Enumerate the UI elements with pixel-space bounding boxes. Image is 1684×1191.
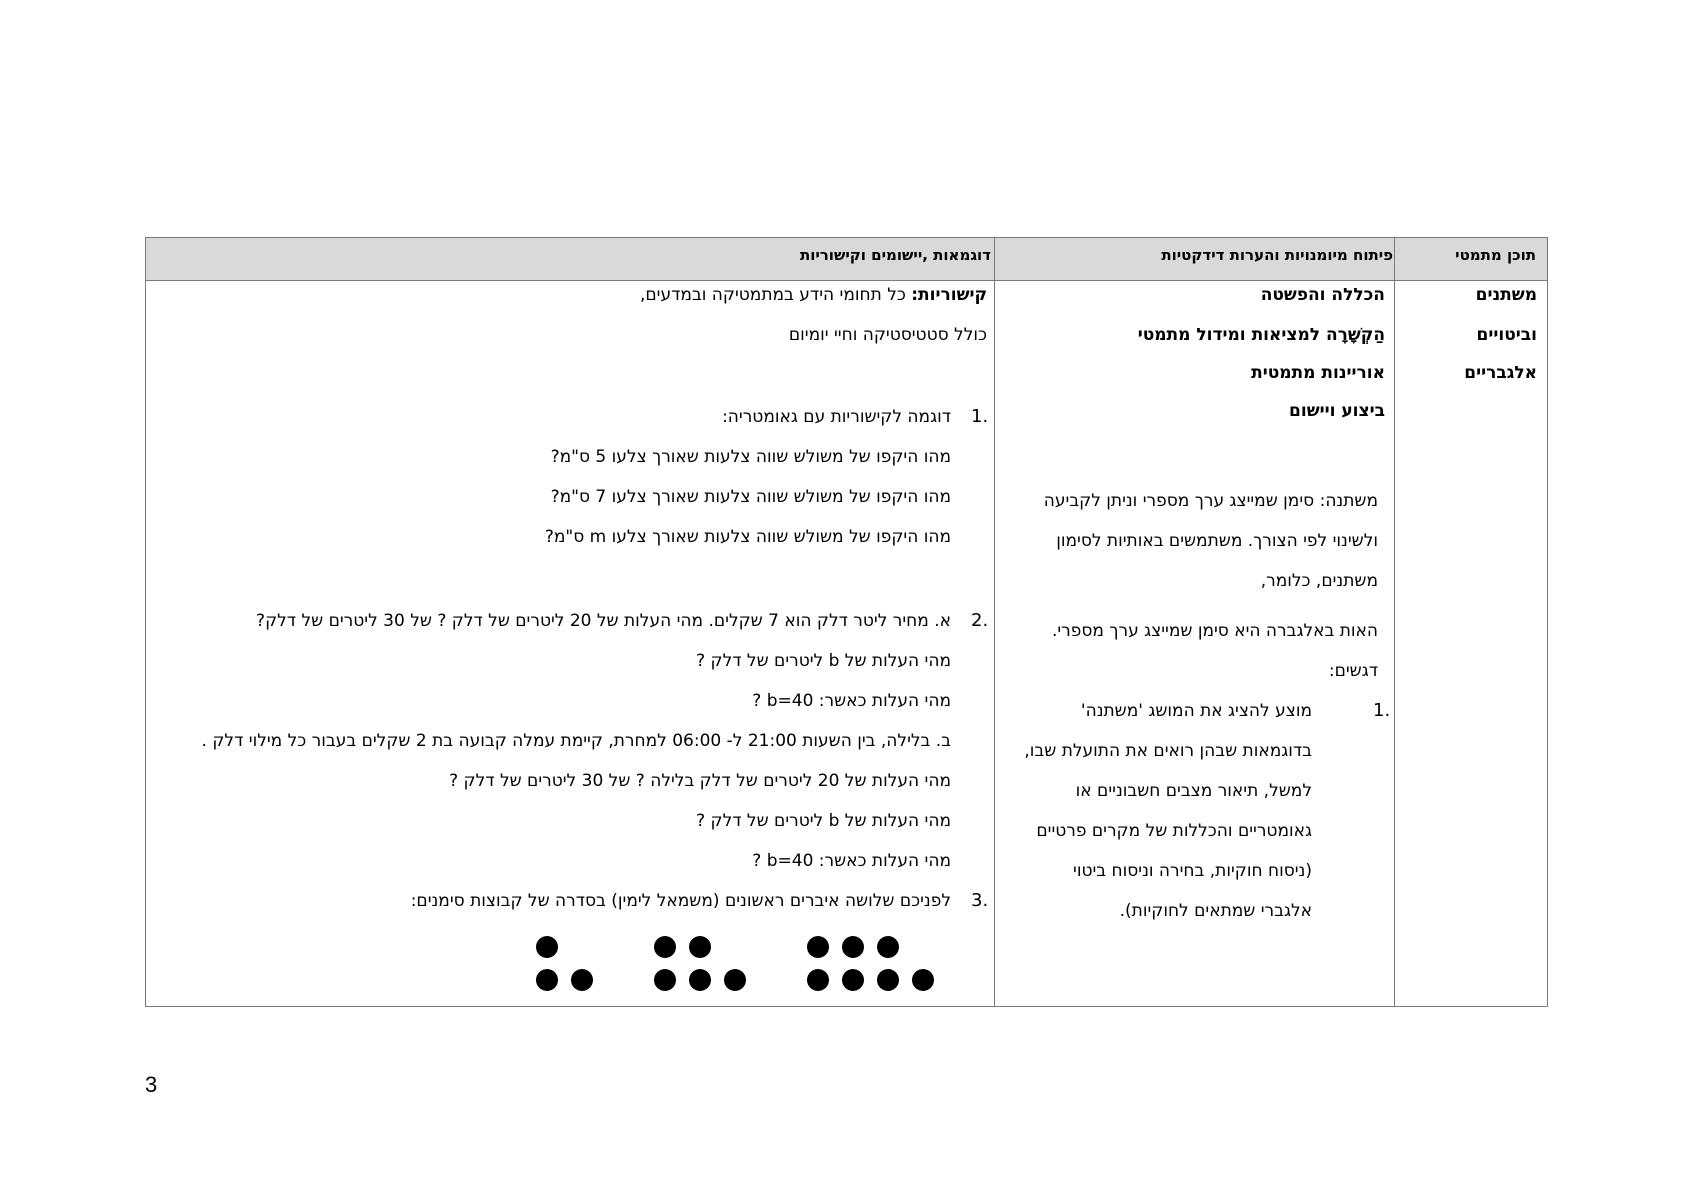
skill-topic: אוריינות מתמטית: [1251, 363, 1385, 383]
letter-line: האות באלגברה היא סימן שמייצג ערך מספרי.: [1051, 621, 1378, 641]
skill-topic: הַקְשָׁרָה למציאות ומידול מתמטי: [1137, 325, 1385, 345]
dot: [842, 969, 864, 991]
example-title: דוגמה לקישוריות עם גאומטריה:: [722, 407, 951, 427]
item-line: מוצע להציג את המושג 'משתנה': [1080, 701, 1312, 721]
item-line: (ניסוח חוקיות, בחירה וניסוח ביטוי: [1073, 861, 1312, 881]
column-divider: [994, 238, 995, 1006]
dot: [912, 969, 934, 991]
dot: [689, 969, 711, 991]
header-examples: דוגמאות ,יישומים וקישוריות: [799, 246, 991, 264]
connectivity-line-2: כולל סטטיסטיקה וחיי יומיום: [788, 325, 987, 345]
dot: [536, 936, 558, 958]
item-line: למשל, תיאור מצבים חשבוניים או: [1075, 781, 1312, 801]
example-line: מהי העלות של b ליטרים של דלק ?: [696, 651, 951, 671]
example-line: ב. בלילה, בין השעות 21:00 ל- 06:00 למחרת, קיימת עמלה קבועה בת 2 שקלים בעבור כל מילוי דלק .: [201, 731, 951, 751]
item-line: אלגברי שמתאים לחוקיות).: [1119, 901, 1312, 921]
example-line: מהו היקפו של משולש שווה צלעות שאורך צלעו 5 ס"מ?: [550, 447, 951, 467]
curriculum-table: [145, 237, 1548, 1007]
dot: [654, 969, 676, 991]
example-number: 2.: [971, 610, 989, 631]
dot: [536, 969, 558, 991]
example-line: מהי העלות כאשר: b=40 ?: [752, 851, 951, 871]
example-line: א. מחיר ליטר דלק הוא 7 שקלים. מהי העלות של 20 ליטרים של דלק ? של 30 ליטרים של דלק?: [256, 611, 951, 631]
definition-line: משתנים, כלומר,: [1260, 571, 1378, 591]
header-skills: פיתוח מיומנויות והערות דידקטיות: [1161, 246, 1393, 264]
dot: [877, 969, 899, 991]
dot: [877, 936, 899, 958]
connectivity-text: כל תחומי הידע במתמטיקה ובמדעים,: [639, 285, 906, 305]
column-divider: [1394, 238, 1395, 1006]
example-line: מהי העלות של 20 ליטרים של דלק בלילה ? של 30 ליטרים של דלק ?: [449, 771, 951, 791]
dot: [724, 969, 746, 991]
example-number: 1.: [971, 406, 989, 427]
definition-line: משתנה: סימן שמייצג ערך מספרי וניתן לקביעה: [1043, 491, 1378, 511]
definition-line: ולשינוי לפי הצורך. משתמשים באותיות לסימון: [1056, 531, 1378, 551]
content-line: משתנים: [1475, 285, 1537, 305]
example-line: לפניכם שלושה איברים ראשונים (משמאל לימין) בסדרה של קבוצות סימנים:: [410, 891, 951, 911]
dot: [842, 936, 864, 958]
example-line: מהי העלות כאשר: b=40 ?: [752, 691, 951, 711]
item-line: גאומטריים והכללות של מקרים פרטיים: [1036, 821, 1312, 841]
dot: [807, 936, 829, 958]
dot: [689, 936, 711, 958]
example-line: מהו היקפו של משולש שווה צלעות שאורך צלעו 7 ס"מ?: [550, 487, 951, 507]
table-header-row: [146, 238, 1547, 281]
header-content: תוכן מתמטי: [1455, 246, 1536, 264]
content-line: וביטויים: [1476, 325, 1537, 345]
item-line: בדוגמאות שבהן רואים את התועלת שבו,: [1024, 741, 1312, 761]
content-line: אלגבריים: [1464, 363, 1537, 383]
skill-topic: הכללה והפשטה: [1260, 285, 1385, 305]
dot: [807, 969, 829, 991]
connectivity-label: קישוריות:: [911, 285, 987, 305]
example-number: 3.: [971, 890, 989, 911]
example-line: מהו היקפו של משולש שווה צלעות שאורך צלעו m ס"מ?: [544, 527, 951, 547]
page-number: 3: [145, 1072, 158, 1097]
example-line: מהי העלות של b ליטרים של דלק ?: [696, 811, 951, 831]
connectivity-line: [640, 283, 987, 307]
dot: [654, 936, 676, 958]
emphases-label: דגשים:: [1328, 661, 1378, 681]
dot: [571, 969, 593, 991]
skill-topic: ביצוע ויישום: [1289, 401, 1385, 421]
item-number: 1.: [1373, 700, 1391, 721]
